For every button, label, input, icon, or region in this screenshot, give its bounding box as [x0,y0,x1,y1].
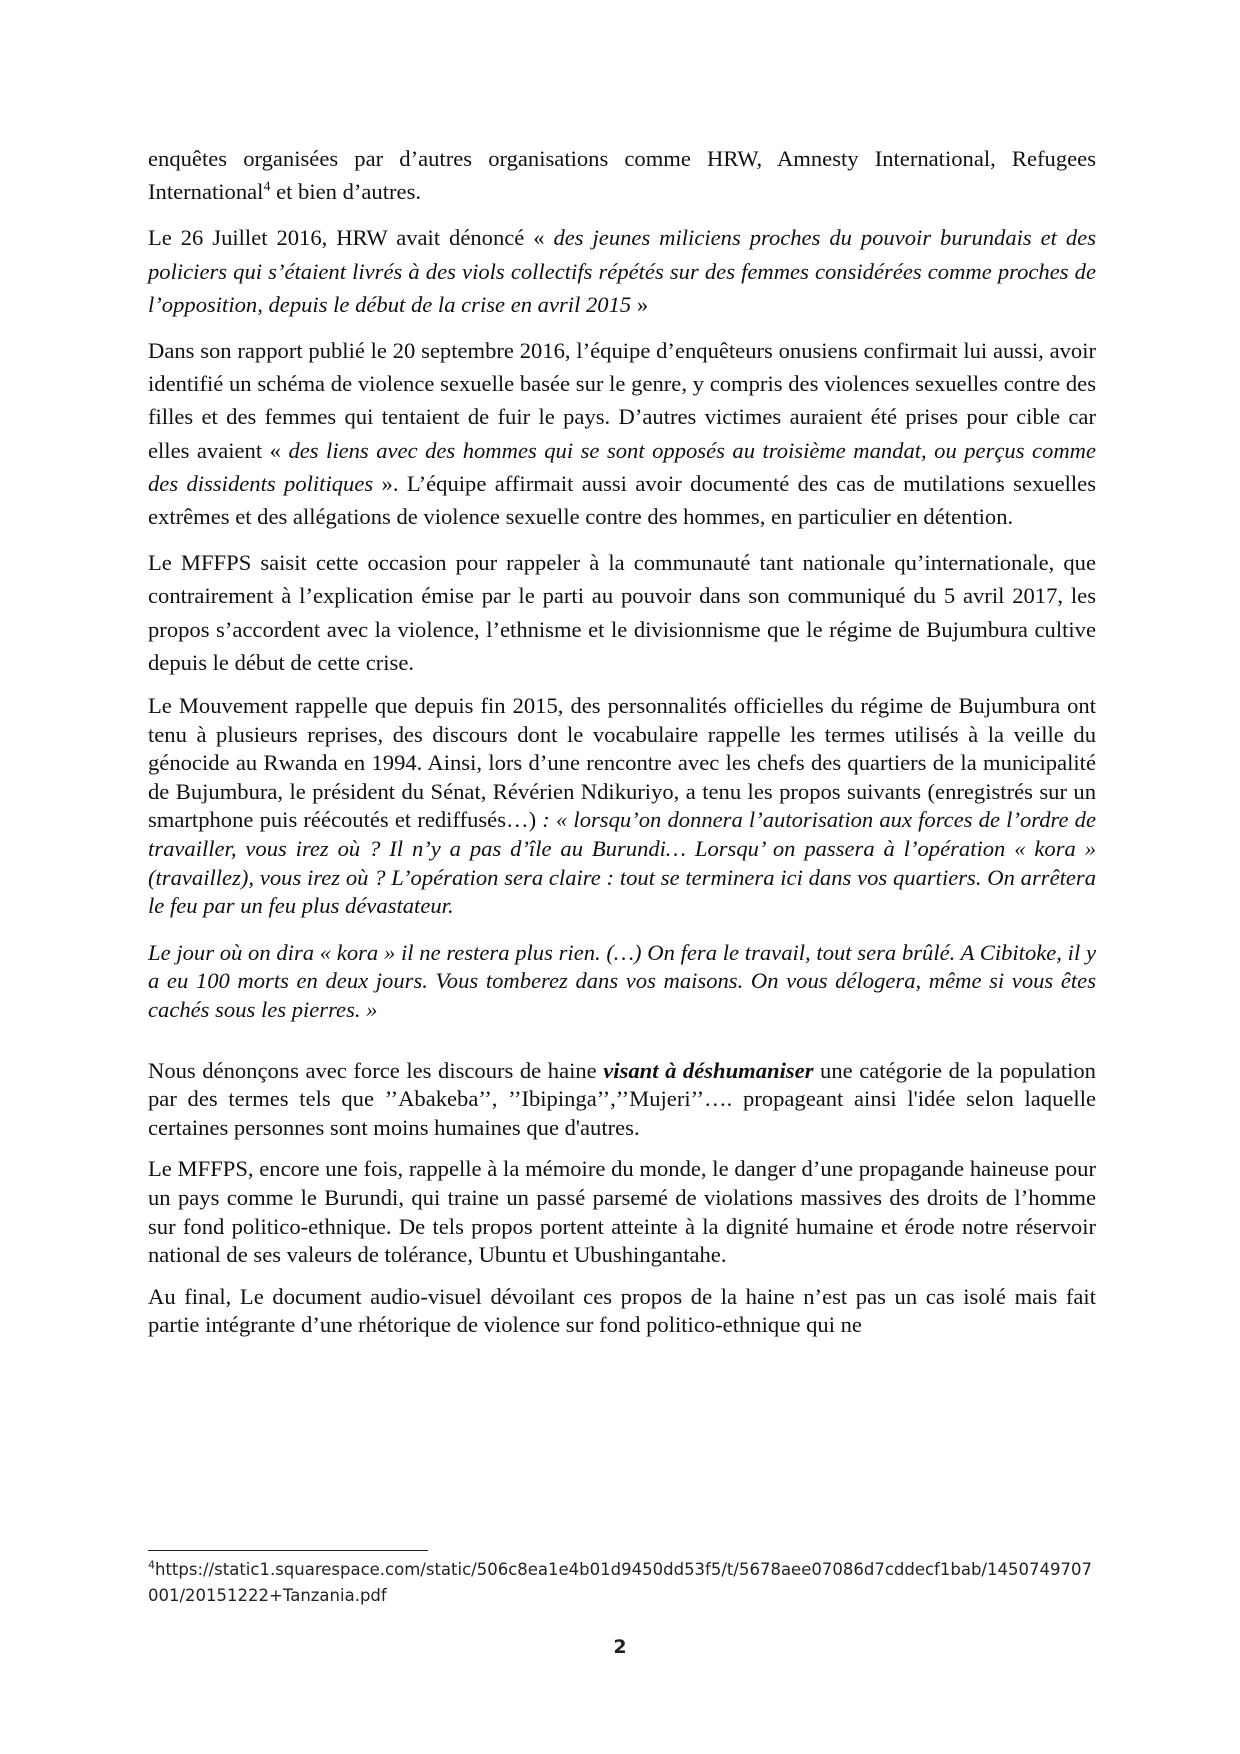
paragraph-4: Le MFFPS saisit cette occasion pour rappeler à la communauté tant nationale qu’internationale, que contrairement à l’explication émise par le parti au pouvoir dans son communiqué du 5 avril 2017, les propos s’accordent avec la violence, l’ethnisme et le divisionnisme que le régime de Bujumbura cultive depuis le début de cette crise. [148,550,1096,675]
footnote-url[interactable]: https://static1.squarespace.com/static/506c8ea1e4b01d9450dd53f5/t/5678aee07086d7cddecf1bab/1450749707001/20151222+Tanzania.pdf [148,1560,1092,1605]
footnote-ref[interactable]: 4 [263,179,271,195]
page-number: 2 [613,1636,627,1658]
footnote-marker: 4 [148,1558,155,1572]
body-text [148,142,1096,1353]
emphasis: visant à déshumaniser [603,1057,814,1083]
un-quote: des liens avec des hommes qui se sont opposés au troisième mandat, ou perçus comme des dissidents politiques [148,437,1096,496]
senate-quote: : « lorsqu’on donnera l’autorisation aux forces de l’ordre de travailler, vous irez où ? Il n’y a pas d’île au Burundi… Lorsqu’ on passera à l’opération « kora » (travaillez), vous irez où ? L’opération sera claire : tout se terminera ici dans vos quartiers. On arrêtera le feu par un feu plus dévastateur. [148,807,1096,919]
paragraph-3: Dans son rapport publié le 20 septembre 2016, l’équipe d’enquêteurs onusiens confirmait lui aussi, avoir identifié un schéma de violence sexuelle basée sur le genre, y compris des violences sexuelles contre des filles et des femmes qui tentaient de fuir le pays. D’autres victimes auraient été prises pour cible car elles avaient « des liens avec des hommes qui se sont opposés au troisième mandat, ou perçus comme des dissidents politiques ». L’équipe affirmait aussi avoir documenté des cas de mutilations sexuelles extrêmes et des allégations de violence sexuelle contre des hommes, en particulier en détention. [148,338,1096,530]
paragraph-7: Nous dénonçons avec force les discours de haine visant à déshumaniser une catégorie de la population par des termes tels que ’’Abakeba’’, ’’Ibipinga’’,’’Mujeri’’…. propageant ainsi l'idée selon laquelle certaines personnes sont moins humaines que d'autres. [148,1057,1096,1140]
hrw-quote: des jeunes miliciens proches du pouvoir burundais et des policiers qui s’étaient livrés à des viols collectifs répétés sur des femmes considérées comme proches de l’opposition, depuis le début de la crise en avril 2015 [148,225,1096,317]
footnote [148,1557,1096,1609]
paragraph-1: enquêtes organisées par d’autres organisations comme HRW, Amnesty International, Refugees International$^4$ et bien d’autres. [148,146,1096,205]
footnote-divider [148,1550,428,1551]
paragraph-6: Le jour où on dira « kora » il ne restera plus rien. (…) On fera le travail, tout sera brûlé. A Cibitoke, il y a eu 100 morts en deux jours. Vous tomberez dans vos maisons. On vous délogera, même si vous êtes cachés sous les pierres. » [148,939,1096,1022]
paragraph-8: Le MFFPS, encore une fois, rappelle à la mémoire du monde, le danger d’une propagande haineuse pour un pays comme le Burundi, qui traine un passé parsemé de violations massives des droits de l’homme sur fond politico-ethnique. De tels propos portent atteinte à la dignité humaine et érode notre réservoir national de ses valeurs de tolérance, Ubuntu et Ubushingantahe. [148,1156,1096,1268]
paragraph-5: Le Mouvement rappelle que depuis fin 2015, des personnalités officielles du régime de Bujumbura ont tenu à plusieurs reprises, des discours dont le vocabulaire rappelle les termes utilisés à la veille du génocide au Rwanda en 1994. Ainsi, lors d’une rencontre avec les chefs des quartiers de la municipalité de Bujumbura, le président du Sénat, Révérien Ndikuriyo, a tenu les propos suivants (enregistrés sur un smartphone puis réécoutés et rediffusés…) : « lorsqu’on donnera l’autorisation aux forces de l’ordre de travailler, vous irez où ? Il n’y a pas d’île au Burundi… Lorsqu’ on passera à l’opération « kora » (travaillez), vous irez où ? L’opération sera claire : tout se terminera ici dans vos quartiers. On arrêtera le feu par un feu plus dévastateur. [148,693,1096,919]
paragraph-2: Le 26 Juillet 2016, HRW avait dénoncé « des jeunes miliciens proches du pouvoir burundais et des policiers qui s’étaient livrés à des viols collectifs répétés sur des femmes considérées comme proches de l’opposition, depuis le début de la crise en avril 2015 » [148,225,1096,317]
paragraph-9: Au final, Le document audio-visuel dévoilant ces propos de la haine n’est pas un cas isolé mais fait partie intégrante d’une rhétorique de violence sur fond politico-ethnique qui ne [148,1283,1096,1338]
